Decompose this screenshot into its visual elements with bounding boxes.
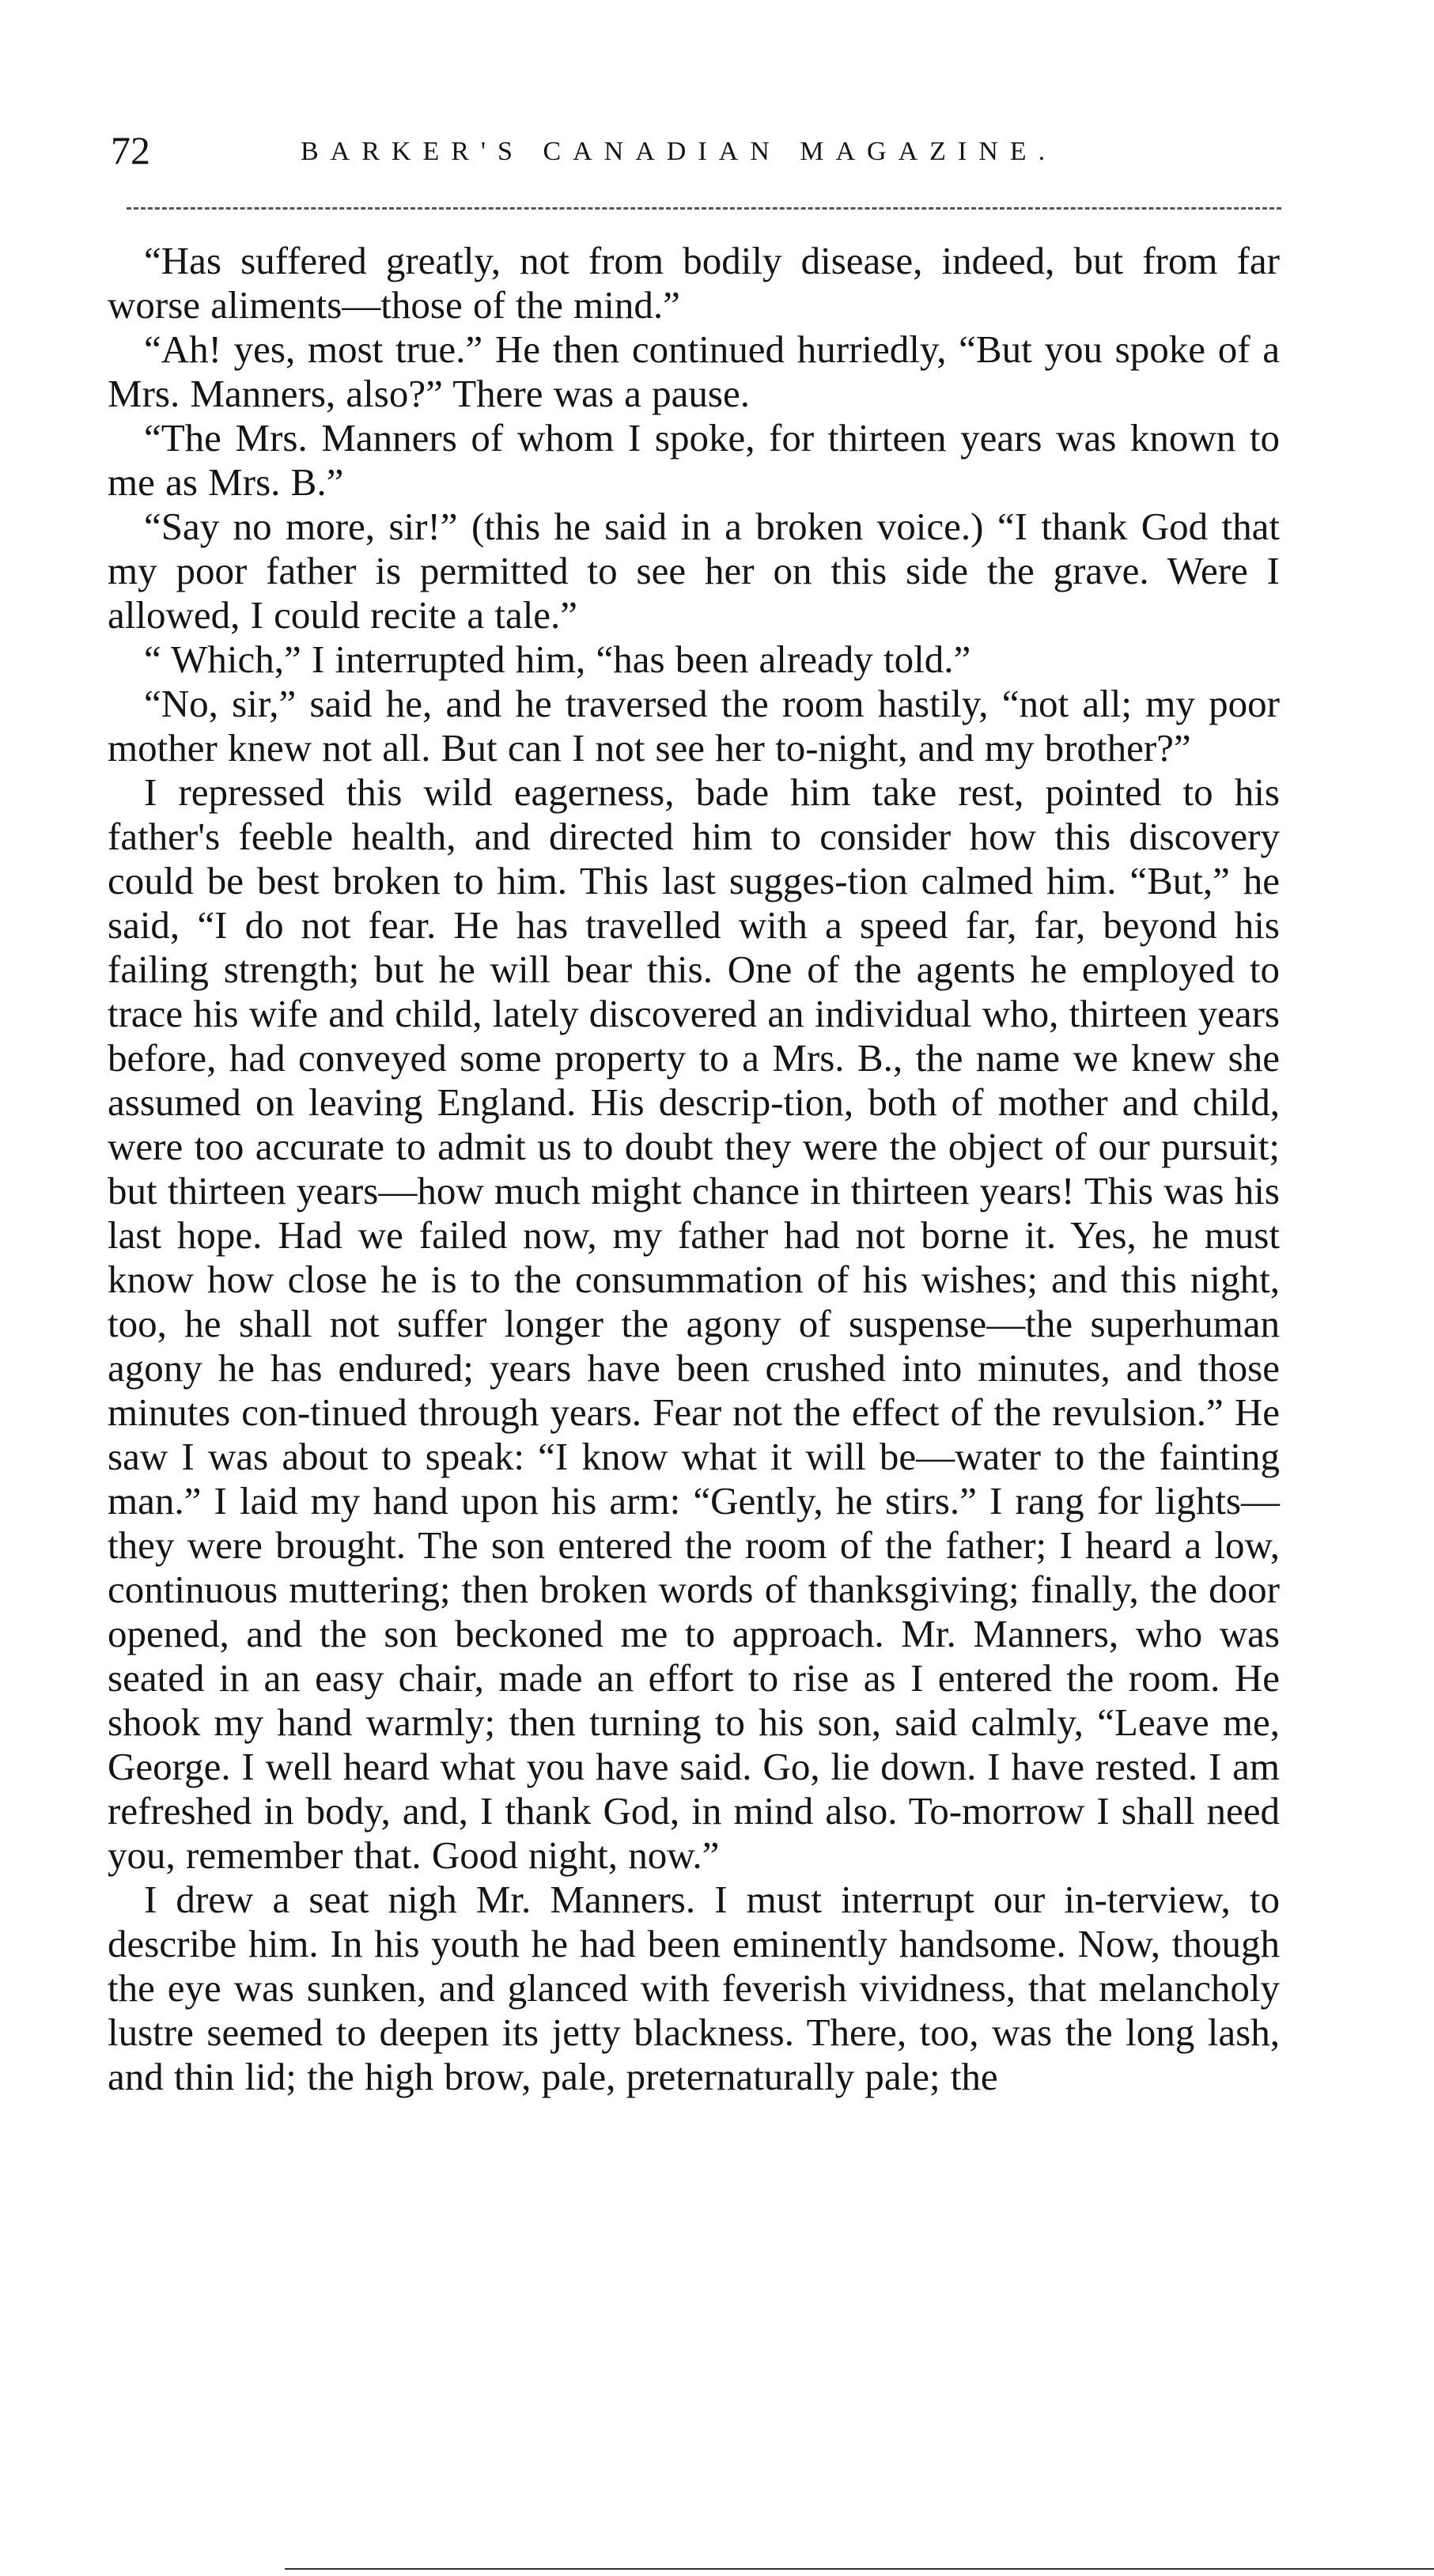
paragraph: “Ah! yes, most true.” He then continued hurriedly, “But you spoke of a Mrs. Manners, also?” There was a pause. <box>108 327 1280 415</box>
paragraph: I drew a seat nigh Mr. Manners. I must interrupt our in-terview, to describe him. In his youth he had been eminently handsome. Now, though the eye was sunken, and glanced with feverish vividness, that melancholy lustre seemed to deepen its jetty blackness. There, too, was the long lash, and thin lid; the high brow, pale, preternaturally pale; the <box>108 1878 1280 2098</box>
paragraph: “Say no more, sir!” (this he said in a broken voice.) “I thank God that my poor father is permitted to see her on this side the grave. Were I allowed, I could recite a tale.” <box>108 505 1280 637</box>
footer-rule <box>285 2568 1434 2570</box>
paragraph: “Has suffered greatly, not from bodily disease, indeed, but from far worse aliments—those of the mind.” <box>108 239 1280 327</box>
journal-title: BARKER'S CANADIAN MAGAZINE. <box>301 137 1058 166</box>
paragraph: “No, sir,” said he, and he traversed the room hastily, “not all; my poor mother knew not all. But can I not see her to-night, and my brother?” <box>108 682 1280 770</box>
running-head <box>111 127 1281 174</box>
paragraph: “The Mrs. Manners of whom I spoke, for thirteen years was known to me as Mrs. B.” <box>108 416 1280 504</box>
page-number: 72 <box>111 128 150 172</box>
header-rule <box>127 207 1281 210</box>
paragraph: I repressed this wild eagerness, bade him take rest, pointed to his father's feeble health, and directed him to consider how this discovery could be best broken to him. This last sugges-tion calmed him. “But,” he said, “I do not fear. He has travelled with a speed far, far, beyond his failing strength; but he will bear this. One of the agents he employed to trace his wife and child, lately discovered an individual who, thirteen years before, had conveyed some property to a Mrs. B., the name we knew she assumed on leaving England. His descrip-tion, both of mother and child, were too accurate to admit us to doubt they were the object of our pursuit; but thirteen years—how much might chance in thirteen years! This was his last hope. Had we failed now, my father had not borne it. Yes, he must know how close he is to the consummation of his wishes; and this night, too, he shall not suffer longer the agony of suspense—the superhuman agony he has endured; years have been crushed into minutes, and those minutes con-tinued through years. Fear not the effect of the revulsion.” He saw I was about to speak: “I know what it will be—water to the fainting man.” I laid my hand upon his arm: “Gently, he stirs.” I rang for lights—they were brought. The son entered the room of the father; I heard a low, continuous muttering; then broken words of thanksgiving; finally, the door opened, and the son beckoned me to approach. Mr. Manners, who was seated in an easy chair, made an effort to rise as I entered the room. He shook my hand warmly; then turning to his son, said calmly, “Leave me, George. I well heard what you have said. Go, lie down. I have rested. I am refreshed in body, and, I thank God, in mind also. To-morrow I shall need you, remember that. Good night, now.” <box>108 770 1280 1877</box>
body-text <box>108 239 1280 2099</box>
paragraph: “ Which,” I interrupted him, “has been already told.” <box>144 637 971 681</box>
